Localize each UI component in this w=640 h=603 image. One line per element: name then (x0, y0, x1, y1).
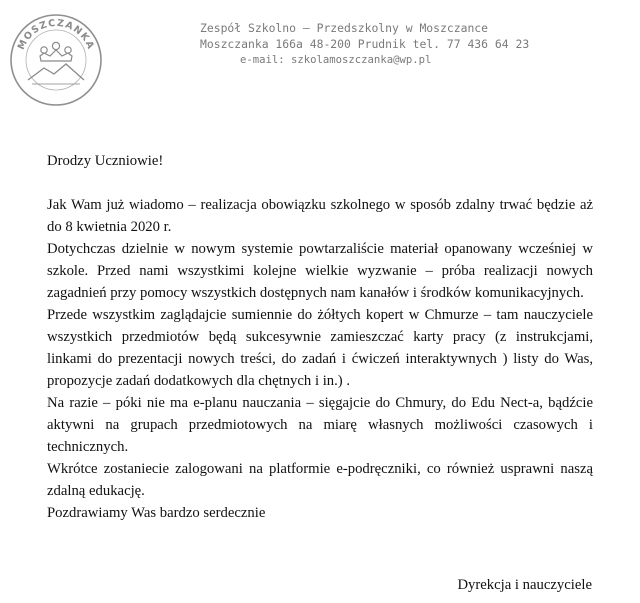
school-address: Moszczanka 166a 48-200 Prudnik tel. 77 436 64 23 (200, 37, 530, 51)
signature: Dyrekcja i nauczyciele (457, 577, 592, 593)
school-email: e-mail: szkolamoszczanka@wp.pl (240, 54, 432, 66)
school-logo-seal (8, 12, 104, 108)
closing-line: Pozdrawiamy Was bardzo serdecznie (47, 505, 266, 521)
paragraph: Na razie – póki nie ma e-planu nauczania – sięgajcie do Chmury, do Edu Nect-a, bądźcie aktywni na grupach przedmiotowych na miarę własnych możliwości czasowych i technicznych. (47, 395, 593, 455)
letter-body (47, 150, 593, 524)
school-name: Zespół Szkolno – Przedszkolny w Moszczance (200, 21, 489, 35)
svg-text:MOSZCZANKA: MOSZCZANKA (15, 17, 97, 52)
letterhead (0, 0, 640, 110)
paragraph: Dotychczas dzielnie w nowym systemie powtarzaliście materiał opanowany wcześniej w szkole. Przed nami wszystkimi kolejne wielkie wyzwanie – próba realizacji nowych zagadnień przy pomocy wszystkich dostępnych nam kanałów i środków komunikacyjnych. (47, 241, 593, 301)
paragraph: Jak Wam już wiadomo – realizacja obowiązku szkolnego w sposób zdalny trwać będzie aż do 8 kwietnia 2020 r. (47, 197, 593, 235)
letterhead-text (200, 20, 560, 68)
paragraph: Przede wszystkim zaglądajcie sumiennie do żółtych kopert w Chmurze – tam nauczyciele wszystkich przedmiotów będą sukcesywnie zamieszczać karty pracy (z instrukcjami, linkami do prezentacji nowych treści, do zadań i ćwiczeń interaktywnych ) listy do Was, propozycje zadań dodatkowych dla chętnych i in.) . (47, 307, 593, 389)
paragraph: Wkrótce zostaniecie zalogowani na platformie e-podręczniki, co również usprawni naszą zdalną edukację. (47, 461, 593, 499)
greeting: Drodzy Uczniowie! (47, 153, 164, 169)
